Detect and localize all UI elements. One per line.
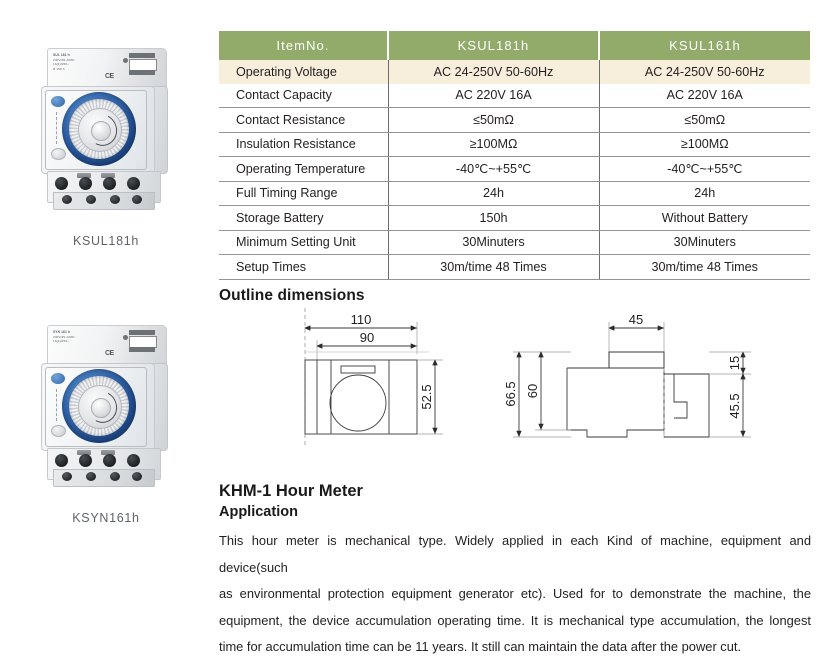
spec-value-ksul161h: -40℃~+55℃ [599, 157, 810, 182]
nameplate-line3: R 150 h [53, 66, 65, 71]
table-row [219, 157, 810, 182]
table-row [219, 108, 810, 133]
spec-value-ksul181h: 150h [388, 206, 599, 231]
table-body [219, 60, 810, 279]
nameplate-line2: 16(4)/250~ [53, 62, 70, 67]
terminal-hole-lower [132, 195, 142, 204]
spec-label: Full Timing Range [219, 181, 388, 206]
application-text-line: equipment, the device accumulation operating time. It is mechanical type accumulation, the longest [219, 612, 811, 628]
dim-side-top-height: 15 [727, 355, 742, 371]
column-header-ksul161h: KSUL161h [599, 31, 810, 60]
nameplate-line1: 230V/45~60Hz [53, 335, 75, 340]
spec-value-ksul161h: ≥100MΩ [599, 132, 810, 157]
table-row [219, 255, 810, 280]
timer-dial [62, 92, 136, 166]
spec-label: Setup Times [219, 255, 388, 280]
device-blue-knob [51, 373, 65, 384]
product-photo-ksul181h [31, 28, 181, 228]
spec-value-ksul181h: ≥100MΩ [388, 132, 599, 157]
device-blue-knob [51, 96, 65, 107]
ce-mark-icon: CE [105, 350, 114, 357]
nameplate-model: SUL 181 h [53, 53, 70, 57]
specification-table [219, 31, 810, 280]
dim-front-height: 52.5 [419, 384, 434, 410]
dim-front-width-inner: 90 [359, 330, 375, 345]
spec-value-ksul181h: AC 220V 16A [388, 84, 599, 108]
dim-front-width-outer: 110 [350, 312, 372, 327]
dim-side-body-height: 60 [525, 383, 540, 399]
spec-value-ksul161h: AC 220V 16A [599, 84, 810, 108]
spec-value-ksul181h: -40℃~+55℃ [388, 157, 599, 182]
timer-dial [62, 369, 136, 443]
spec-value-ksul181h: 30m/time 48 Times [388, 255, 599, 280]
certification-marks-icon [123, 329, 155, 359]
table-row [219, 230, 810, 255]
certification-marks-icon [123, 52, 155, 82]
terminal-hole [127, 177, 140, 190]
terminal-hole-lower [110, 472, 120, 481]
spec-value-ksul181h: ≤50mΩ [388, 108, 599, 133]
dim-side-total-height: 66.5 [503, 381, 518, 407]
terminal-hole [103, 454, 116, 467]
application-text-line: time for accumulation time can be 11 years. It still can maintain the data after the power cut. [219, 639, 742, 654]
table-row [219, 181, 810, 206]
terminal-hole [79, 454, 92, 467]
ce-mark-icon: CE [105, 73, 114, 80]
terminal-hole-lower [132, 472, 142, 481]
terminal-hole [55, 177, 68, 190]
spec-value-ksul181h: AC 24-250V 50-60Hz [388, 60, 599, 84]
outline-dimension-drawings [219, 306, 814, 456]
application-title: KHM-1 Hour Meter [219, 482, 363, 500]
table-row [219, 60, 810, 84]
device-slider-track [56, 389, 60, 421]
dial-face [78, 385, 122, 429]
product-caption-ksul181h: KSUL181h [72, 234, 140, 248]
nameplate-line2: 16(4)/250~ [53, 339, 70, 344]
spec-label: Storage Battery [219, 206, 388, 231]
spec-value-ksul181h: 24h [388, 181, 599, 206]
product-image-column [0, 0, 212, 637]
terminal-hole-lower [110, 195, 120, 204]
nameplate-model: SYN 161 h [53, 330, 71, 334]
spec-label: Contact Resistance [219, 108, 388, 133]
spec-label: Insulation Resistance [219, 132, 388, 157]
table-row [219, 84, 810, 108]
device-grey-knob [51, 425, 66, 437]
terminal-hole [79, 177, 92, 190]
dimension-drawing-svg [219, 306, 814, 456]
application-body-text [219, 528, 811, 661]
application-text-line: This hour meter is mechanical type. Widely applied in each Kind of machine, equipment and device(such [219, 533, 811, 575]
product-block-ksyn161h [0, 305, 212, 525]
product-caption-ksyn161h: KSYN161h [72, 511, 140, 525]
spec-value-ksul161h: 24h [599, 181, 810, 206]
terminal-hole [103, 177, 116, 190]
terminal-hole [55, 454, 68, 467]
spec-value-ksul181h: 30Minuters [388, 230, 599, 255]
terminal-hole-lower [86, 195, 96, 204]
spec-value-ksul161h: 30m/time 48 Times [599, 255, 810, 280]
device-slider-track [56, 112, 60, 144]
dim-side-lower-height: 45.5 [727, 393, 742, 419]
product-photo-ksyn161h [31, 305, 181, 505]
application-text-line: as environmental protection equipment generator etc). Used for to demonstrate the machine, the [219, 586, 811, 601]
terminal-hole-lower [62, 195, 72, 204]
device-grey-knob [51, 148, 66, 160]
dial-face [78, 108, 122, 152]
outline-dimensions-title: Outline dimensions [219, 287, 365, 304]
spec-value-ksul161h: 30Minuters [599, 230, 810, 255]
spec-label: Operating Temperature [219, 157, 388, 182]
spec-value-ksul161h: Without Battery [599, 206, 810, 231]
table-row [219, 132, 810, 157]
nameplate-line1: 230V/45~60Hz [53, 58, 75, 63]
spec-label: Operating Voltage [219, 60, 388, 84]
spec-label: Contact Capacity [219, 84, 388, 108]
spec-label: Minimum Setting Unit [219, 230, 388, 255]
product-block-ksul181h [0, 28, 212, 248]
dial-center-hub [91, 121, 111, 141]
dim-side-top-width: 45 [628, 312, 644, 327]
spec-value-ksul161h: AC 24-250V 50-60Hz [599, 60, 810, 84]
terminal-hole [127, 454, 140, 467]
terminal-hole-lower [62, 472, 72, 481]
column-header-item: ItemNo. [219, 31, 388, 60]
column-header-ksul181h: KSUL181h [388, 31, 599, 60]
dial-center-hub [91, 398, 111, 418]
application-subtitle: Application [219, 504, 298, 520]
table-header-row [219, 31, 810, 60]
spec-value-ksul161h: ≤50mΩ [599, 108, 810, 133]
terminal-hole-lower [86, 472, 96, 481]
table-row [219, 206, 810, 231]
